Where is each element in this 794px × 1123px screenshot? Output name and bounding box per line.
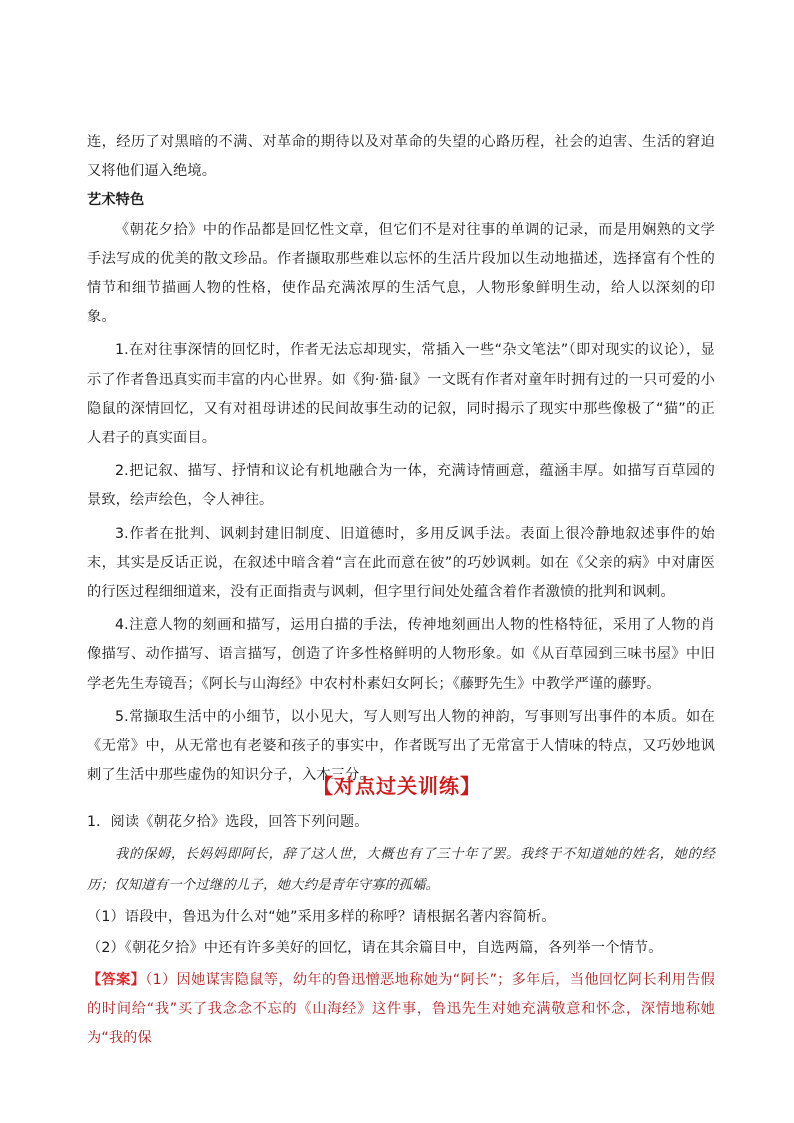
art-point-1: 1.在对往事深情的回忆时，作者无法忘却现实，常插入一些“杂文笔法”（即对现实的议论），显示了作者鲁迅真实而丰富的内心世界。如《狗·猫·鼠》一文既有作者对童年时拥有过的一只可爱的小隐鼠的深情回忆，又有对祖母讲述的民间故事生动的记叙，同时揭示了现实中那些像极了“猫”的正人君子的真实面目。 (87, 342, 715, 447)
answer-paragraph (87, 966, 715, 1054)
training-section-title: 【对点过关训练】 (313, 774, 481, 798)
sub-question-2: （2）《朝花夕拾》中还有许多美好的回忆，请在其余篇目中，自选两篇，各列举一个情节。 (87, 940, 663, 957)
art-point-5: 5.常撷取生活中的小细节，以小见大，写人则写出人物的神韵，写事则写出事件的本质。如在《无常》中，从无常也有老婆和孩子的事实中，作者既写出了无常富于人情味的特点，又巧妙地讽刺了生活中那些虚伪的知识分子，入木三分。 (87, 708, 715, 784)
art-point-3: 3.作者在批判、讽刺封建旧制度、旧道德时，多用反讽手法。表面上很冷静地叙述事件的始末，其实是反话正说，在叙述中暗含着“言在此而意在彼”的巧妙讽刺。如在《父亲的病》中对庸医的行医过程细细道来，没有正面指责与讽刺，但字里行间处处蕴含着作者激愤的批判和讽刺。 (87, 525, 715, 601)
art-point-4: 4.注意人物的刻画和描写，运用白描的手法，传神地刻画出人物的性格特征，采用了人物的肖像描写、动作描写、语言描写，创造了许多性格鲜明的人物形象。如《从百草园到三味书屋》中旧学老先生寿镜吾；《阿长与山海经》中农村朴素妇女阿长；《藤野先生》中教学严谨的藤野。 (87, 617, 715, 692)
art-point-2: 2.把记叙、描写、抒情和议论有机地融合为一体，充满诗情画意，蕴涵丰厚。如描写百草园的景致，绘声绘色，令人神往。 (87, 463, 715, 509)
answer-label: 【答案】 (87, 971, 146, 988)
art-intro-paragraph: 《朝花夕拾》中的作品都是回忆性文章，但它们不是对往事的单调的记录，而是用娴熟的文学手法写成的优美的散文珍品。作者撷取那些难以忘怀的生活片段加以生动地描述，选择富有个性的情节和细节描画人物的性格，使作品充满浓厚的生活气息，人物形象鲜明生动，给人以深刻的印象。 (87, 221, 715, 326)
body-text-lower (87, 808, 715, 1053)
question-1: 1．阅读《朝花夕拾》选段，回答下列问题。 (87, 814, 369, 830)
answer-text: （1）因她谋害隐鼠等，幼年的鲁迅憎恶地称她为“阿长”；多年后，当他回忆阿长利用告假的时间给“我”买了我念念不忘的《山海经》这件事，鲁迅先生对她充满敬意和怀念，深情地称她为“我的保 (87, 971, 715, 1047)
sub-question-1: （1）语段中，鲁迅为什么对“她”采用多样的称呼？请根据名著内容简析。 (87, 909, 556, 926)
continuation-paragraph: 连，经历了对黑暗的不满、对革命的期待以及对革命的失望的心路历程，社会的迫害、生活的窘迫又将他们逼入绝境。 (87, 134, 715, 180)
excerpt-passage: 我的保姆，长妈妈即阿长，辞了这人世，大概也有了三十年了罢。我终于不知道她的姓名，她的经历；仅知道有一个过继的儿子，她大约是青年守寡的孤孀。 (87, 847, 715, 894)
art-features-heading: 艺术特色 (87, 192, 145, 209)
body-text-upper (87, 128, 715, 790)
